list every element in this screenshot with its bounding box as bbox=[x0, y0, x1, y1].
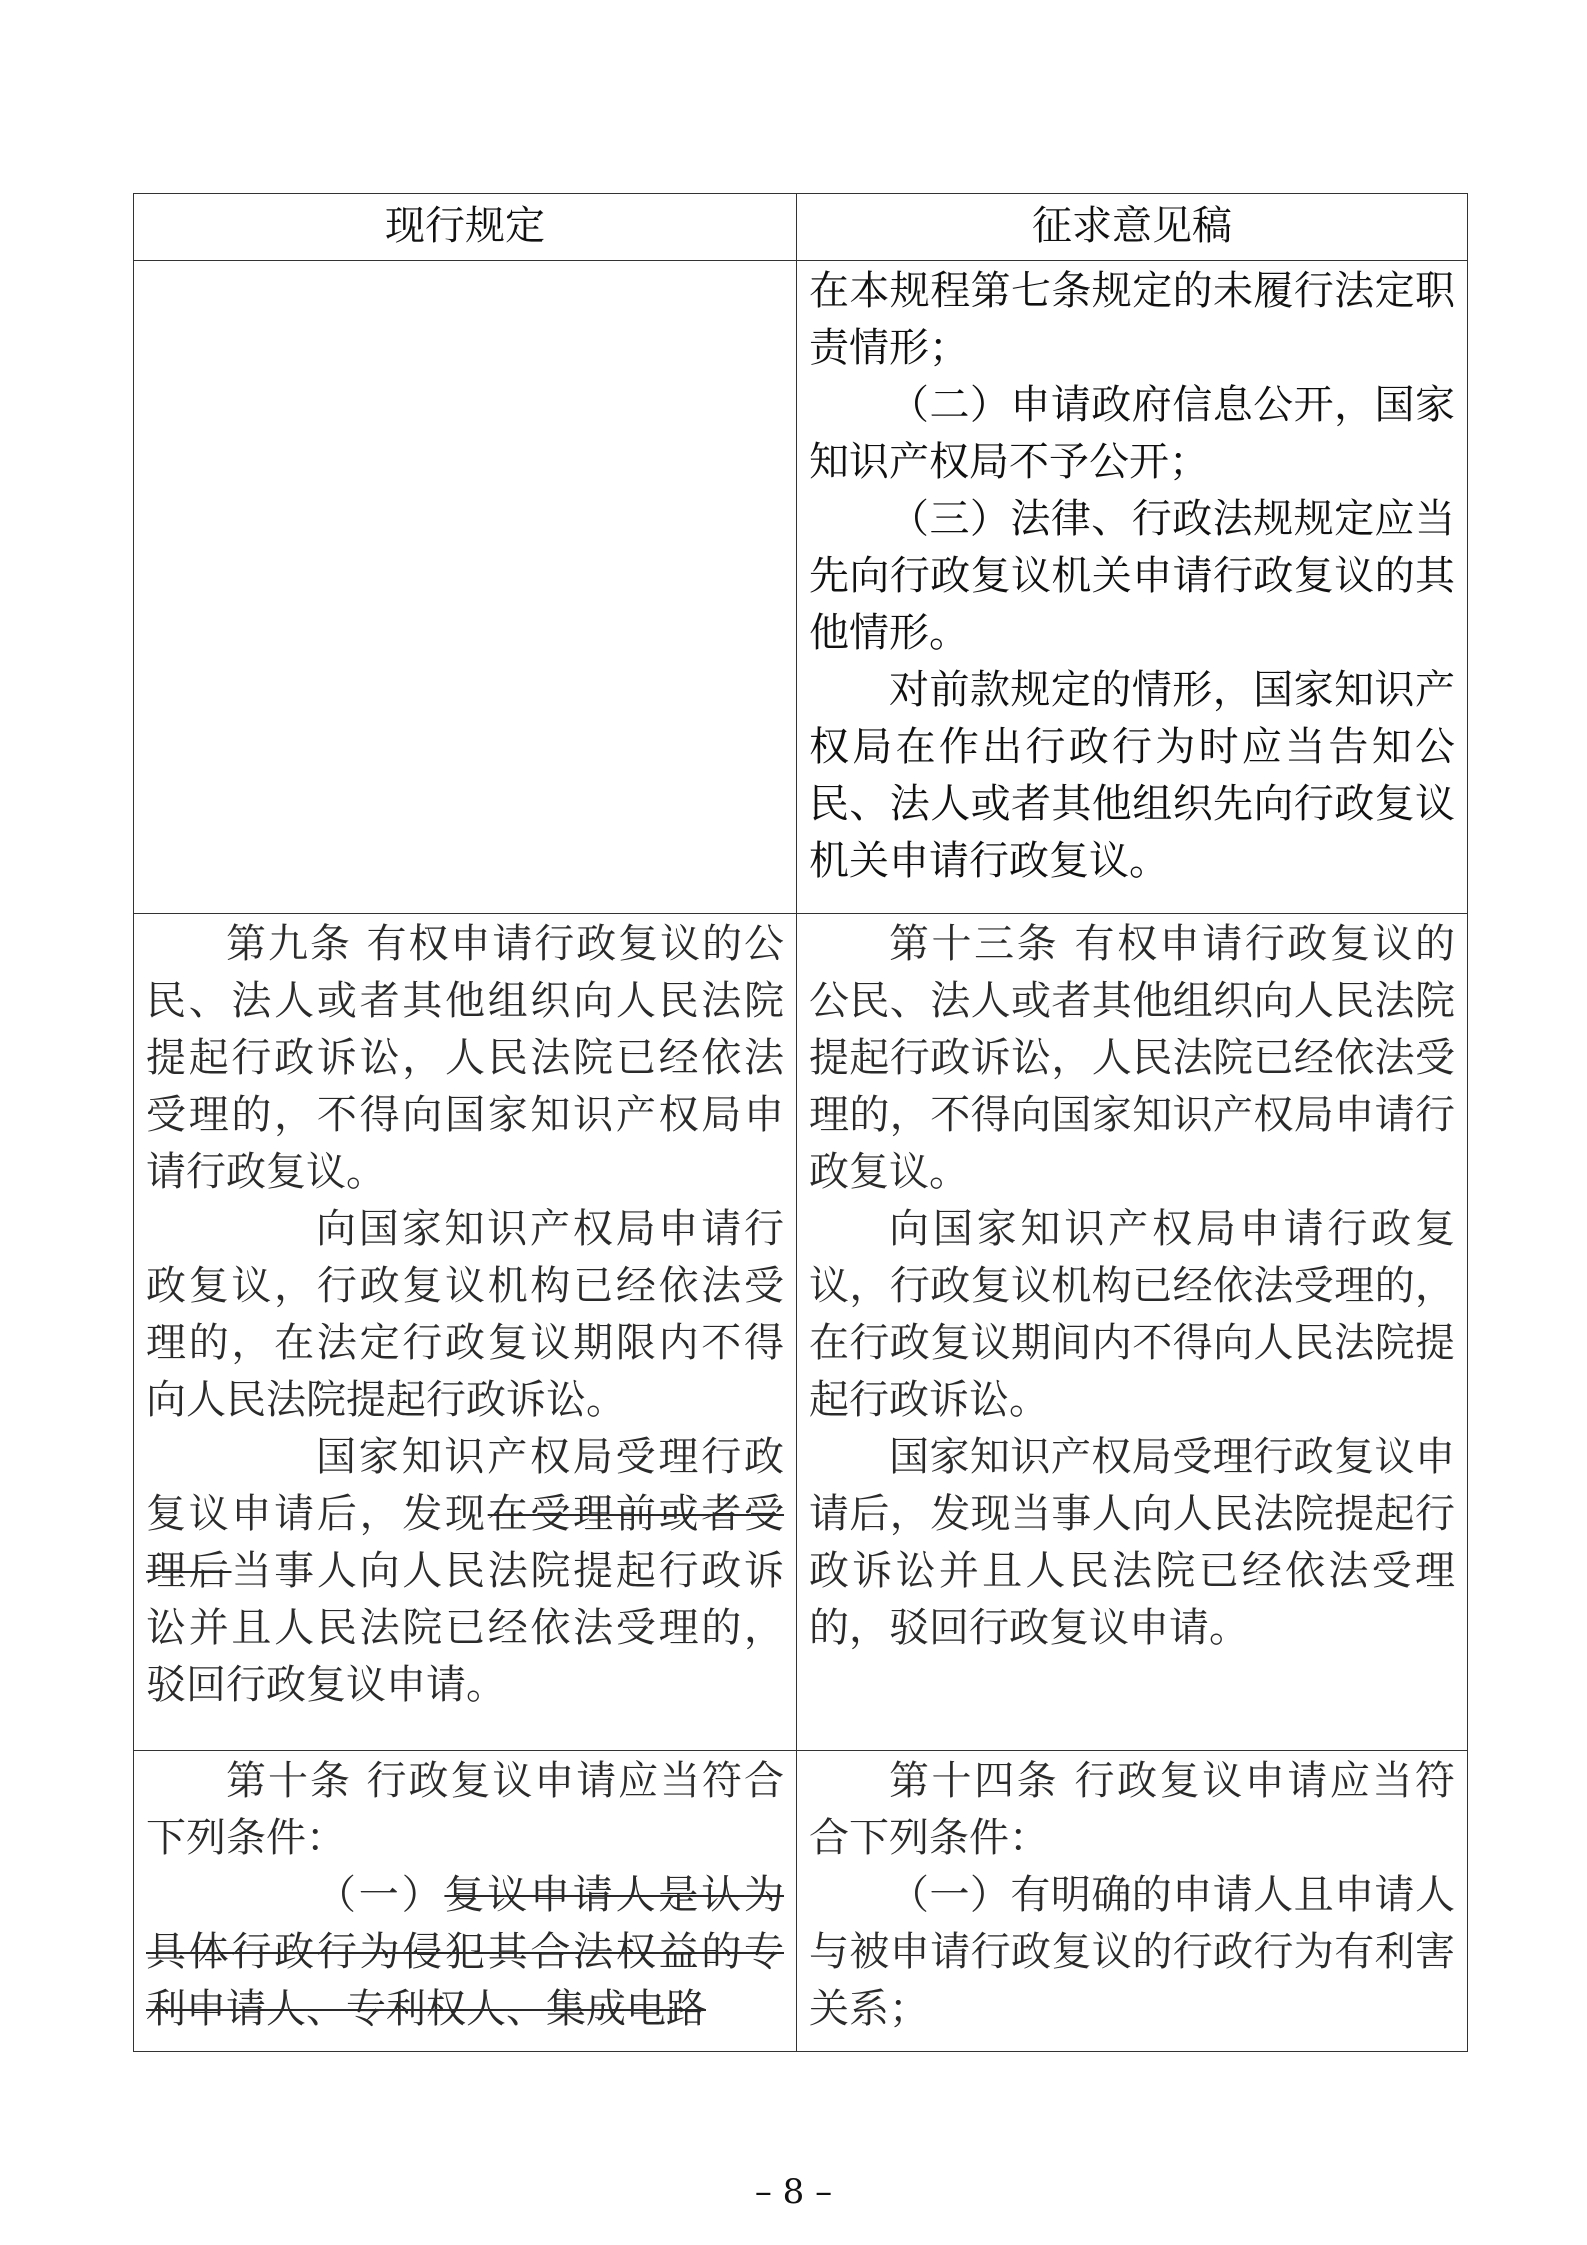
deleted-text: 在受理前或者受理后 bbox=[146, 1491, 785, 1594]
article-10-item-1: （一）复议申请人是认为具体行政行为侵犯其合法权益的专利申请人、专利权人、集成电路 bbox=[146, 1872, 785, 2032]
cell-current-empty bbox=[134, 261, 797, 914]
cell-current bbox=[134, 1751, 797, 2052]
table-row bbox=[134, 1751, 1468, 2052]
header-current-rules: 现行规定 bbox=[134, 194, 797, 261]
article-9-paragraph-1: 第九条 有权申请行政复议的公民、法人或者其他组织向人民法院提起行政诉讼，人民法院已经依法受理的，不得向国家知识产权局申请行政复议。 bbox=[146, 921, 784, 1195]
cell-draft bbox=[797, 914, 1468, 1751]
cell-current bbox=[134, 914, 797, 1751]
article-9-paragraph-2: 向国家知识产权局申请行政复议，行政复议机构已经依法受理的，在法定行政复议期限内不得向人民法院提起行政诉讼。 bbox=[146, 1206, 784, 1423]
article-13-paragraph-3: 国家知识产权局受理行政复议申请后，发现当事人向人民法院提起行政诉讼并且人民法院已经依法受理的，驳回行政复议申请。 bbox=[809, 1434, 1455, 1651]
paragraph: （三）法律、行政法规规定应当先向行政复议机关申请行政复议的其他情形。 bbox=[809, 496, 1455, 656]
header-draft: 征求意见稿 bbox=[797, 194, 1468, 261]
paragraph: （二）申请政府信息公开，国家知识产权局不予公开； bbox=[809, 382, 1455, 485]
article-14-item-1: （一）有明确的申请人且申请人与被申请行政复议的行政行为有利害关系； bbox=[809, 1872, 1456, 2032]
comparison-table bbox=[133, 193, 1468, 2052]
changed-text: 有明确的申请人且申请人与被申请行政复议的行政行为有利害关系； bbox=[809, 1872, 1456, 2032]
deleted-text: 复议申请人是认为具体行政行为侵犯其合法权益的专利申请人、专利权人、集成电路 bbox=[146, 1872, 785, 2032]
table-row bbox=[134, 261, 1468, 914]
article-13-paragraph-2: 向国家知识产权局申请行政复议，行政复议机构已经依法受理的，在行政复议期间内不得向人民法院提起行政诉讼。 bbox=[809, 1206, 1456, 1423]
article-10-paragraph-1: 第十条 行政复议申请应当符合下列条件： bbox=[146, 1758, 784, 1861]
article-13-paragraph-1: 第十三条 有权申请行政复议的公民、法人或者其他组织向人民法院提起行政诉讼，人民法院已经依法受理的，不得向国家知识产权局申请行政复议。 bbox=[809, 921, 1455, 1195]
table-header-row bbox=[134, 194, 1468, 261]
paragraph: 在本规程第七条规定的未履行法定职责情形； bbox=[809, 268, 1455, 371]
cell-draft bbox=[797, 261, 1468, 914]
page-number: – 8 – bbox=[754, 2172, 833, 2212]
cell-draft bbox=[797, 1751, 1468, 2052]
article-9-paragraph-3: 国家知识产权局受理行政复议申请后，发现在受理前或者受理后当事人向人民法院提起行政诉讼并且人民法院已经依法受理的，驳回行政复议申请。 bbox=[146, 1434, 785, 1708]
table-row bbox=[134, 914, 1468, 1751]
article-14-paragraph-1: 第十四条 行政复议申请应当符合下列条件： bbox=[809, 1758, 1455, 1861]
changed-text: 期间 bbox=[1011, 1320, 1092, 1366]
paragraph: 对前款规定的情形，国家知识产权局在作出行政行为时应当告知公民、法人或者其他组织先向行政复议机关申请行政复议。 bbox=[809, 667, 1455, 884]
